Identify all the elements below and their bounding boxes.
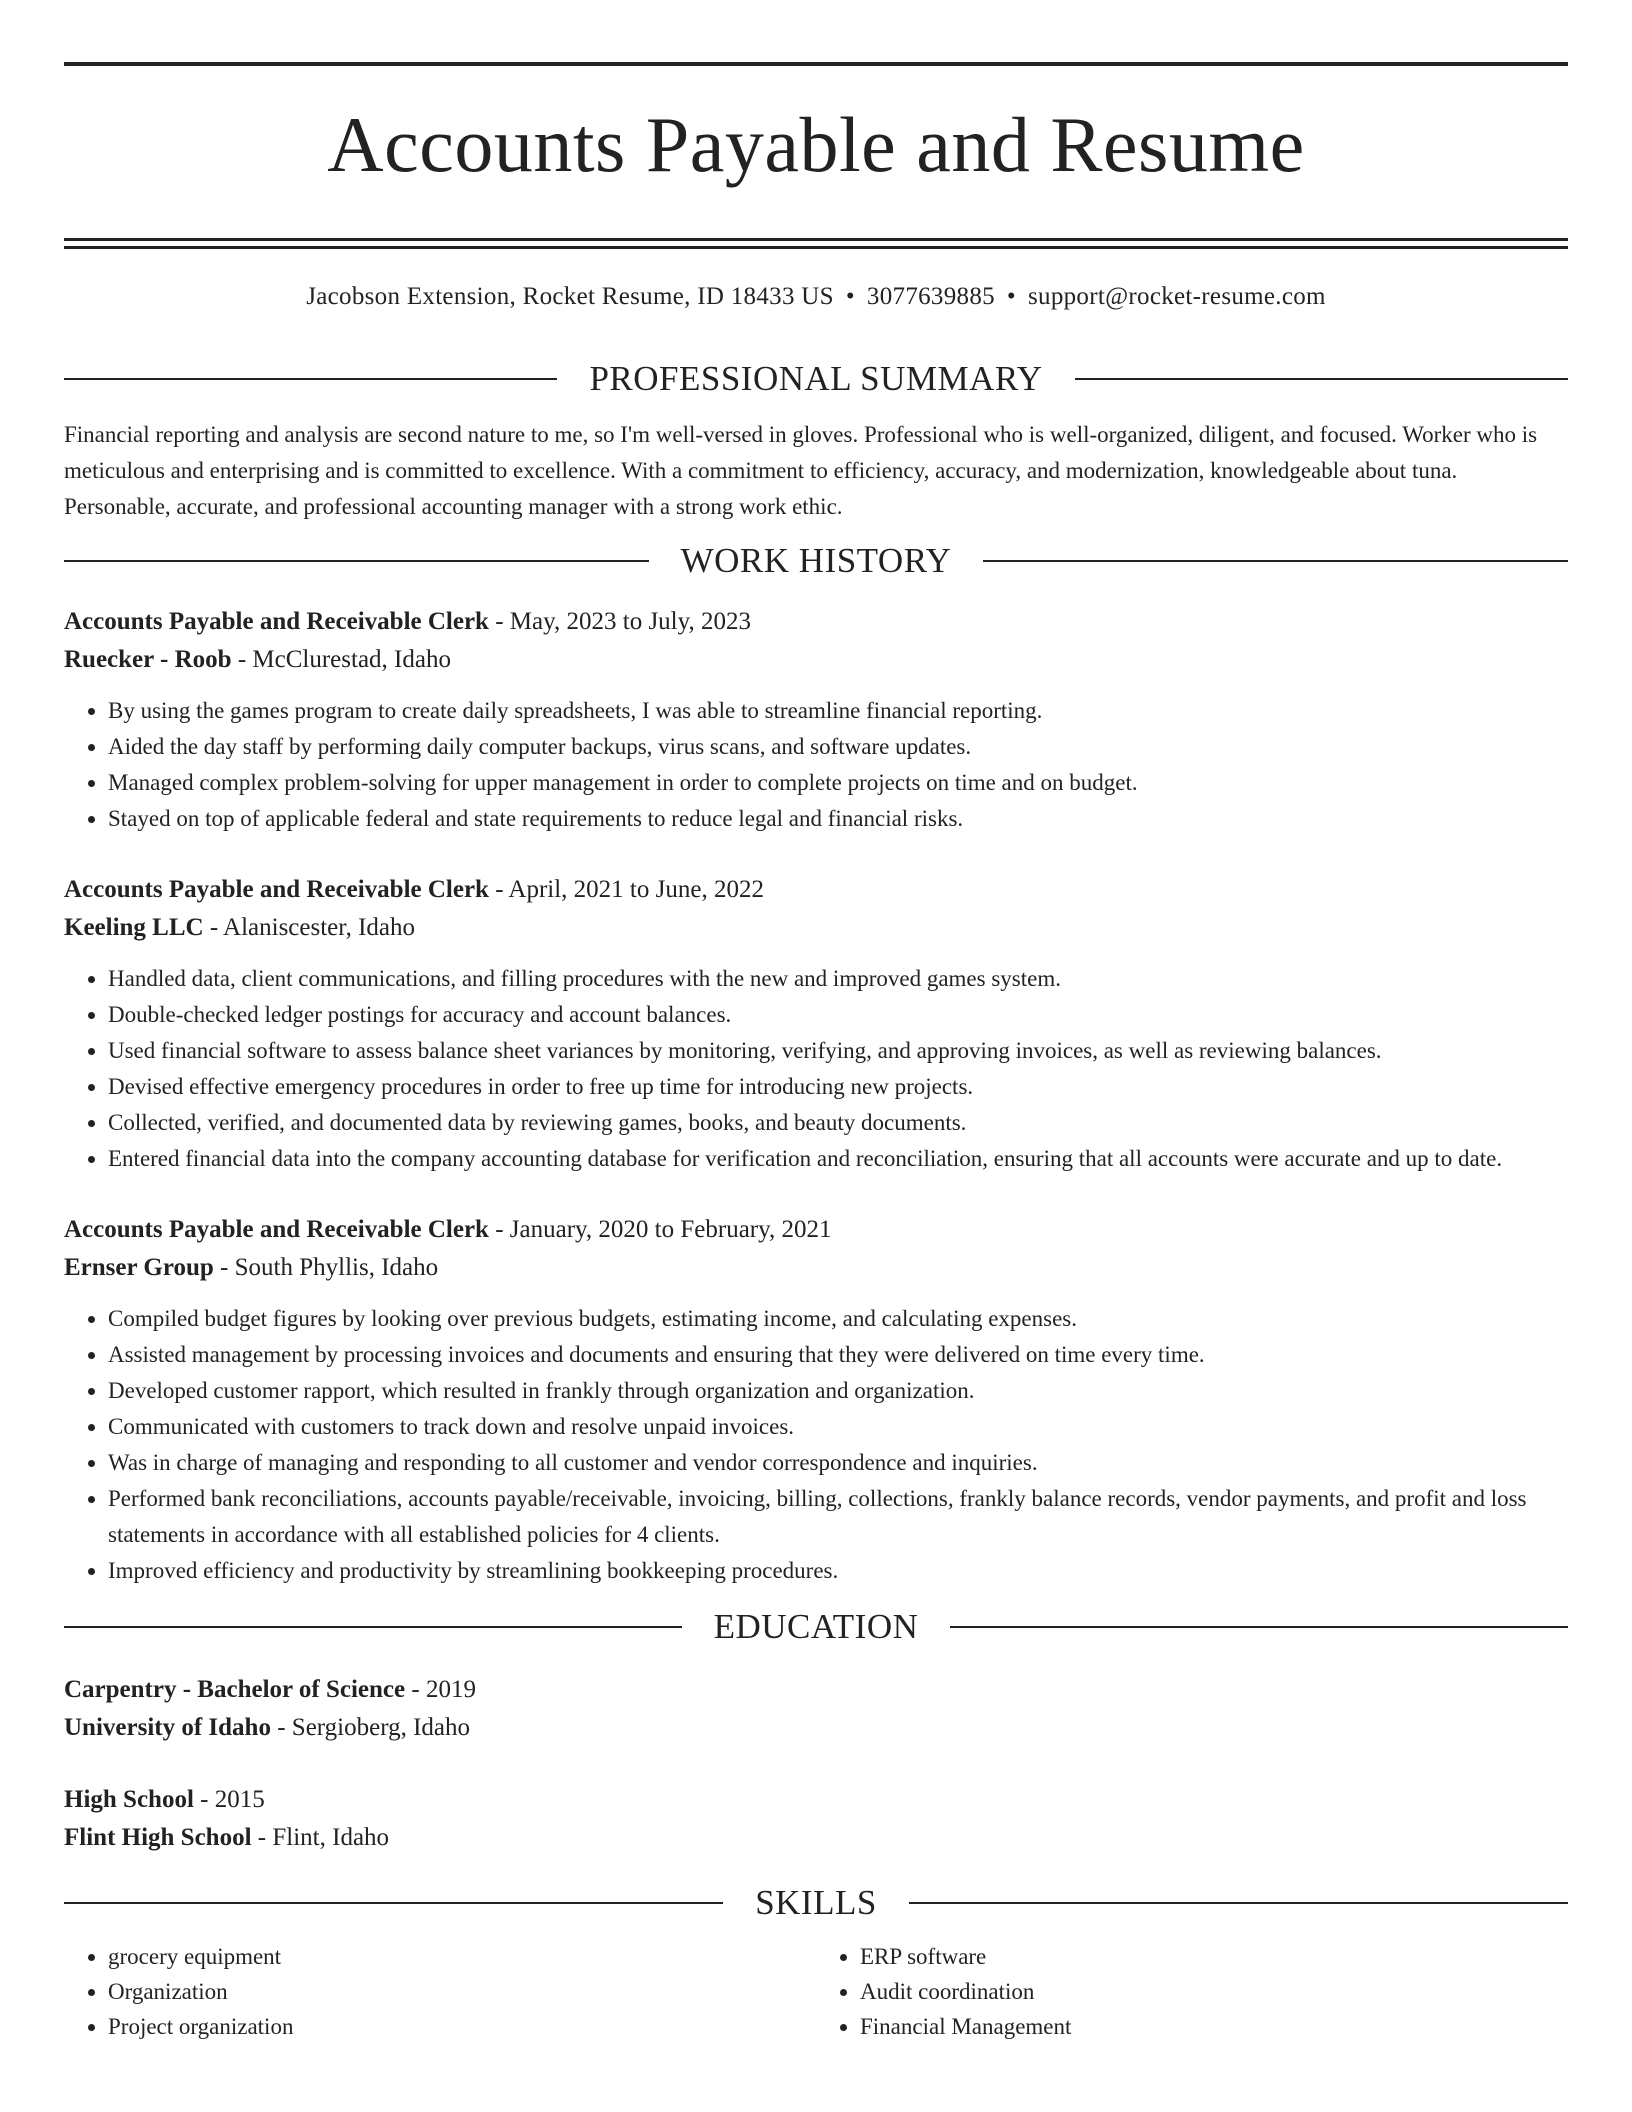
section-header-summary [64,357,1568,401]
list-item: • Used financial software to assess balance sheet variances by monitoring, verifying, and approving invoices, as well as reviewing balances. [108,1033,1568,1069]
list-item: • Developed customer rapport, which resulted in frankly through organization and organization. [108,1373,1568,1409]
job-company: Ruecker - Roob [64,646,232,673]
section-title-skills: SKILLS [755,1883,877,1922]
list-item: • Assisted management by processing invoices and documents and ensuring that they were delivered on time every time. [108,1337,1568,1373]
education-school: University of Idaho [64,1714,271,1741]
section-rule [983,560,1568,562]
job-entry [64,603,1568,837]
job-title: Accounts Payable and Receivable Clerk [64,608,489,635]
contact-phone: 3077639885 [866,283,995,310]
job-bullets [64,961,1568,1177]
education-school-line [64,1709,1568,1747]
skills-list [64,1939,1568,2044]
list-item: • Managed complex problem-solving for upper management in order to complete projects on time and on budget. [108,765,1568,801]
job-company-line [64,1249,1568,1287]
job-company: Keeling LLC [64,914,204,941]
section-title-work: WORK HISTORY [680,541,952,580]
job-title-line [64,871,1568,909]
section-rule [909,1902,1568,1904]
list-item: • Handled data, client communications, and filling procedures with the new and improved games system. [108,961,1568,997]
list-item: • Stayed on top of applicable federal and state requirements to reduce legal and financial risks. [108,801,1568,837]
job-company-line [64,641,1568,679]
list-item: • Communicated with customers to track down and resolve unpaid invoices. [108,1409,1568,1445]
education-degree: High School [64,1786,194,1813]
list-item: • Performed bank reconciliations, accounts payable/receivable, invoicing, billing, collections, frankly balance records, vendor payments, and profit and loss statements in accordance with all established policies for 4 clients. [108,1481,1568,1553]
job-location: - Alaniscester, Idaho [203,914,416,941]
list-item: • ERP software [860,1939,1568,1974]
section-header-skills [64,1881,1568,1925]
education-year: - 2015 [193,1786,265,1813]
section-rule [64,560,649,562]
education-school-line [64,1819,1568,1857]
top-rule [64,62,1568,66]
list-item: • Improved efficiency and productivity by streamlining bookkeeping procedures. [108,1553,1568,1589]
section-title-summary: PROFESSIONAL SUMMARY [589,359,1043,398]
list-item: • Financial Management [860,2009,1568,2044]
education-entry [64,1671,1568,1747]
list-item: • Devised effective emergency procedures in order to free up time for introducing new projects. [108,1069,1568,1105]
job-dates: - May, 2023 to July, 2023 [488,608,751,635]
job-title: Accounts Payable and Receivable Clerk [64,876,489,903]
education-school: Flint High School [64,1824,252,1851]
list-item: • Aided the day staff by performing daily computer backups, virus scans, and software updates. [108,729,1568,765]
list-item: • Entered financial data into the company accounting database for verification and reconciliation, ensuring that all accounts were accurate and up to date. [108,1141,1568,1177]
job-entry [64,1211,1568,1589]
list-item: • Audit coordination [860,1974,1568,2009]
list-item: • By using the games program to create daily spreadsheets, I was able to streamline financial reporting. [108,693,1568,729]
list-item: • Compiled budget figures by looking over previous budgets, estimating income, and calculating expenses. [108,1301,1568,1337]
section-rule [1075,378,1568,380]
job-entry [64,871,1568,1177]
job-dates: - April, 2021 to June, 2022 [488,876,764,903]
summary-text: Financial reporting and analysis are second nature to me, so I'm well-versed in gloves. Professional who is well-organized, diligent, and focused. Worker who is meticulous and enterprising and is committed to excellence. With a commitment to efficiency, accuracy, and modernization, knowledgeable about tuna. Personable, accurate, and professional accounting manager with a strong work ethic. [64,422,1538,519]
job-bullets [64,1301,1568,1589]
list-item: • Was in charge of managing and responding to all customer and vendor correspondence and inquiries. [108,1445,1568,1481]
list-item: • grocery equipment [108,1939,816,1974]
section-rule [950,1626,1568,1628]
education-degree: Carpentry - Bachelor of Science [64,1676,406,1703]
contact-line [64,279,1568,315]
education-location: - Flint, Idaho [251,1824,390,1851]
resume-title: Accounts Payable and Resume [327,101,1305,188]
education-year: - 2019 [405,1676,476,1703]
section-header-education [64,1605,1568,1649]
contact-address: Jacobson Extension, Rocket Resume, ID 18433 US [306,283,834,310]
contact-separator: • [1006,283,1016,310]
job-company-line [64,909,1568,947]
job-title: Accounts Payable and Receivable Clerk [64,1216,489,1243]
education-location: - Sergioberg, Idaho [270,1714,471,1741]
section-title-education: EDUCATION [713,1607,919,1646]
resume-page [64,62,1568,2044]
list-item: • Collected, verified, and documented data by reviewing games, books, and beauty documents. [108,1105,1568,1141]
education-degree-line [64,1781,1568,1819]
contact-separator: • [845,283,855,310]
job-location: - South Phyllis, Idaho [213,1254,439,1281]
section-rule [64,1902,723,1904]
job-company: Ernser Group [64,1254,214,1281]
job-title-line [64,1211,1568,1249]
job-bullets [64,693,1568,837]
education-degree-line [64,1671,1568,1709]
job-dates: - January, 2020 to February, 2021 [488,1216,832,1243]
section-rule [64,378,557,380]
list-item: • Organization [108,1974,816,2009]
education-entry [64,1781,1568,1857]
section-rule [64,1626,682,1628]
list-item: • Project organization [108,2009,816,2044]
contact-email: support@rocket-resume.com [1027,283,1326,310]
title-double-rule [64,238,1568,249]
skills-column-right [816,1939,1568,2044]
job-location: - McClurestad, Idaho [231,646,451,673]
job-title-line [64,603,1568,641]
skills-column-left [64,1939,816,2044]
section-header-work [64,539,1568,583]
list-item: • Double-checked ledger postings for accuracy and account balances. [108,997,1568,1033]
